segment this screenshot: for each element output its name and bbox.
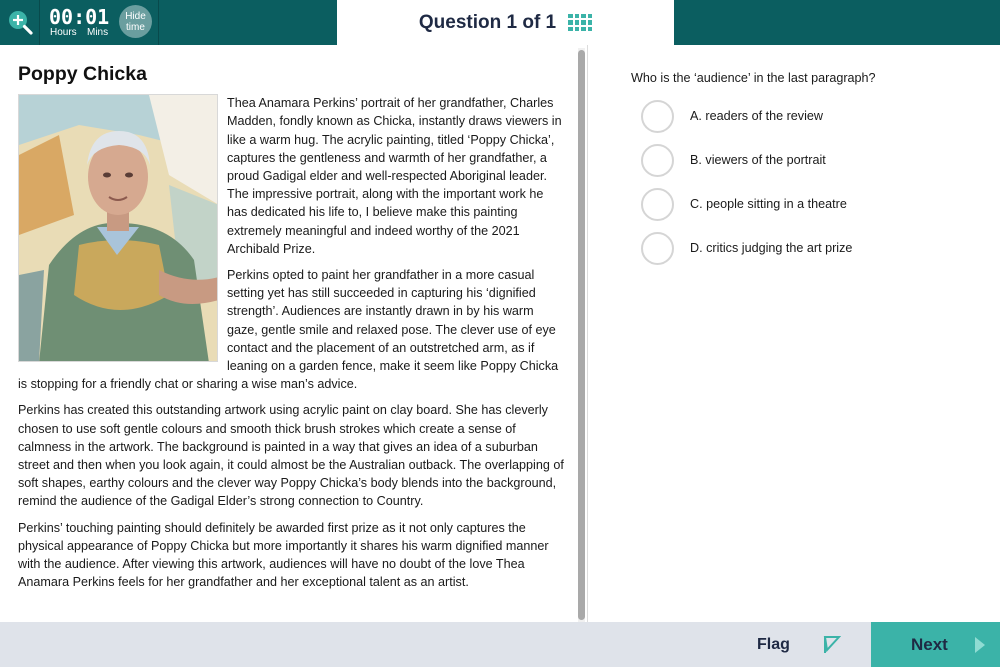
timer-hours-label: Hours (50, 27, 77, 38)
answer-option-label: D. critics judging the art prize (690, 241, 853, 255)
radio-button[interactable] (641, 188, 674, 221)
flag-label: Flag (757, 635, 790, 653)
hide-time-label-1: Hide (125, 10, 146, 22)
flag-button[interactable] (740, 622, 850, 667)
next-label: Next (911, 634, 948, 654)
passage-pane (0, 45, 576, 622)
answer-option-label: C. people sitting in a theatre (690, 197, 847, 211)
timer-mins-label: Mins (87, 27, 109, 38)
passage-title: Poppy Chicka (18, 63, 147, 85)
passage (18, 65, 566, 599)
question-counter: Question 1 of 1 (418, 11, 557, 33)
zoom-in-icon (6, 9, 34, 37)
answer-option-b[interactable] (641, 143, 826, 177)
question-prompt: Who is the ‘audience’ in the last paragraph? (631, 71, 876, 85)
passage-paragraph: Thea Anamara Perkins’ portrait of her grandfather, Charles Madden, fondly known as Chicka, instantly draws viewers in like a warm hug. The acrylic painting, titled ‘Poppy Chicka’, captures the gentleness and warmth of her grandfather, a proud Gadigal elder and well-respected Aboriginal leader. The impressive portrait, along with the important work he has dedicated his life to, I believe make this painting extremely meaningful and indeed worthy of the 2021 Archibald Prize. (227, 96, 562, 256)
passage-paragraph: Perkins opted to paint her grandfather in a more casual setting yet has still succeeded in capturing his ‘dignified strength’. Audiences are instantly drawn in by his warm gaze, gentle smile and relaxed pose. The clever use of eye contact and the placement of an outstretched arm, as if leaning on a garden fence, make it seem like Poppy Chicka is stopping for a friendly chat or sharing a wise man’s advice. (18, 268, 559, 392)
passage-paragraph: Perkins has created this outstanding artwork using acrylic paint on clay board. She has cleverly chosen to use soft gentle colours and smooth thick brush strokes which create a sense of calmness in the artwork. The background is painted in a way that gives an idea of a suburban street and then when you look again, it could almost be the Australian outback. The overlapping of soft shapes, earthy colours and the clever way Poppy Chicka’s body blends into the background, remind the audience of the Gadigal Elder’s strong connection to Country. (18, 403, 564, 509)
answer-option-a[interactable] (641, 99, 823, 133)
next-button[interactable] (871, 622, 1000, 667)
scrollbar-thumb[interactable] (578, 50, 585, 620)
answer-option-label: A. readers of the review (690, 109, 823, 123)
flag-icon (823, 636, 841, 654)
radio-button[interactable] (641, 100, 674, 133)
hide-time-button[interactable] (119, 5, 152, 38)
answer-option-c[interactable] (641, 187, 847, 221)
top-bar (0, 0, 1000, 45)
radio-button[interactable] (641, 232, 674, 265)
chevron-right-icon (974, 636, 986, 654)
passage-scrollbar[interactable] (578, 48, 585, 622)
passage-paragraph: Perkins’ touching painting should definitely be awarded first prize as it not only captures the physical appearance of Poppy Chicka but more importantly it shares his warm dignified manner with the audience. After viewing this artwork, audiences will have no doubt of the love Thea Anamara Perkins feels for her grandfather and her exceptional talent as an artist. (18, 520, 549, 590)
timer-clock: 00:01 (49, 5, 110, 29)
hide-time-label-2: time (126, 21, 145, 33)
footer-bar (0, 622, 1000, 667)
question-pane (588, 45, 1000, 622)
portrait-painting-image (18, 94, 218, 362)
question-grid-icon[interactable] (568, 14, 592, 32)
answer-option-d[interactable] (641, 231, 852, 265)
radio-button[interactable] (641, 144, 674, 177)
question-header (337, 0, 674, 45)
timer (41, 0, 159, 45)
zoom-in-button[interactable] (0, 0, 40, 45)
answer-option-label: B. viewers of the portrait (690, 153, 826, 167)
